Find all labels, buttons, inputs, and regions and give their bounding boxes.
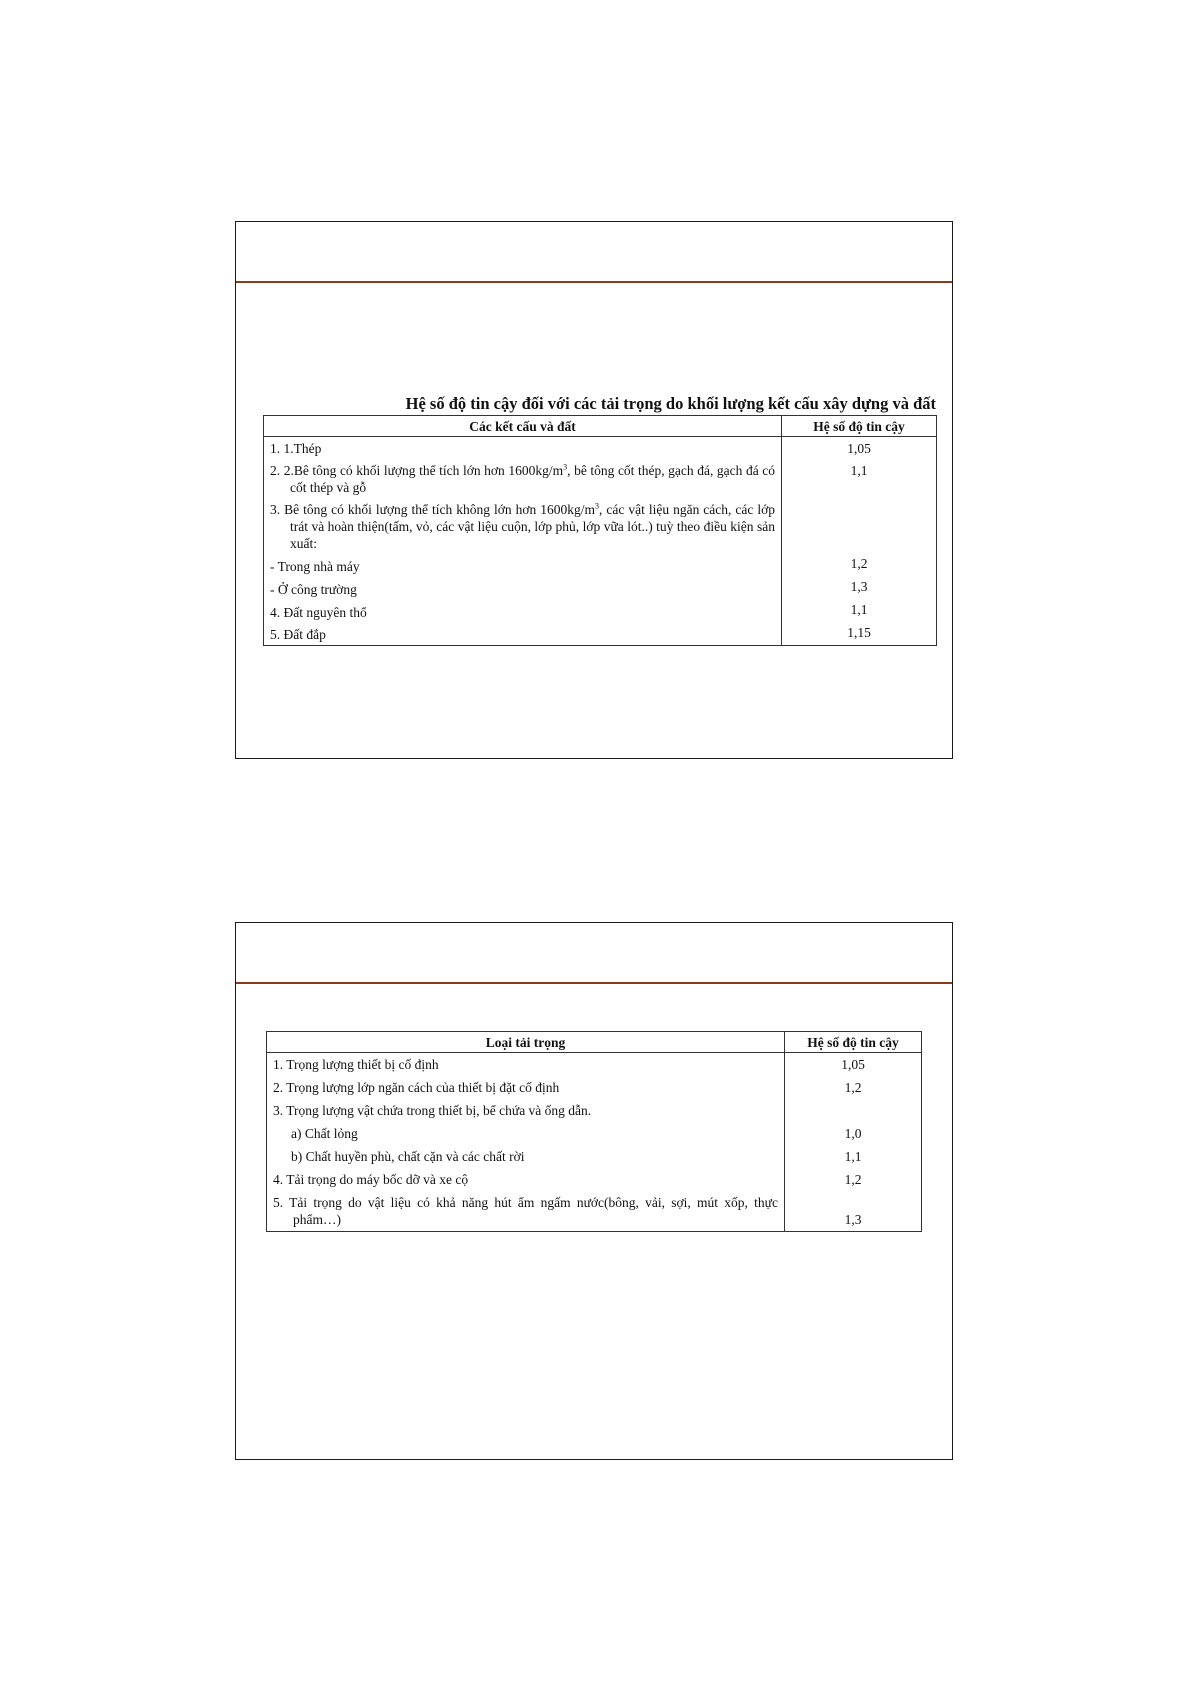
table-row	[264, 437, 937, 463]
row-label: 2. 2.Bê tông có khối lượng thể tích lớn hơn $1600kg/m^3$, bê tông cốt thép, gạch đá, gạch đá có cốt thép và gỗ	[270, 462, 776, 495]
table-row	[267, 1171, 922, 1194]
row-label: b) Chất huyền phù, chất cặn và các chất rời	[291, 1149, 525, 1164]
row-value: 1,1	[850, 602, 868, 617]
row-label: 5. Tải trọng do vật liệu có khả năng hút ẩm ngấm nước(bông, vải, sợi, mút xốp, thực phẩm…)	[273, 1195, 778, 1227]
header-structures-soil: Các kết cấu và đất	[264, 416, 782, 437]
row-value: 1,2	[850, 556, 868, 571]
header-reliability-coefficient: Hệ số độ tin cậy	[782, 416, 937, 437]
row-value: 1,3	[850, 579, 868, 594]
row-label: 1. 1.Thép	[270, 441, 322, 456]
row-label: a) Chất lỏng	[291, 1126, 358, 1141]
reliability-table-loads	[266, 1031, 922, 1232]
row-value: 1,1	[844, 1149, 862, 1164]
row-value: 1,3	[844, 1212, 862, 1227]
table-header-row	[264, 416, 937, 437]
header-load-type: Loại tải trọng	[267, 1032, 785, 1053]
row-value: 1,05	[841, 1057, 865, 1072]
row-label: 4. Đất nguyên thổ	[270, 605, 367, 620]
title-divider	[236, 281, 952, 283]
slide-2	[235, 922, 953, 1460]
table-row	[264, 462, 937, 501]
table-row	[267, 1079, 922, 1102]
table-row	[267, 1194, 922, 1232]
title-divider	[236, 982, 952, 984]
row-label: - Trong nhà máy	[270, 559, 360, 574]
table-row	[267, 1102, 922, 1125]
row-label: 3. Bê tông có khối lượng thể tích không lớn hơn $1600kg/m^3$, các vật liệu ngăn cách, các lớp trát và hoàn thiện(tấm, vỏ, các vật liệu cuộn, lớp phủ, lớp vữa lót..) tuỳ theo điều kiện sản xuất:	[270, 501, 776, 551]
row-label: 2. Trọng lượng lớp ngăn cách của thiết bị đặt cố định	[273, 1080, 560, 1095]
header-reliability-coefficient: Hệ số độ tin cậy	[785, 1032, 922, 1053]
table-caption: Hệ số độ tin cậy đối với các tải trọng do khối lượng kết cấu xây dựng và đất	[405, 394, 936, 413]
row-label: 4. Tải trọng do máy bốc dỡ và xe cộ	[273, 1172, 469, 1187]
row-label: 1. Trọng lượng thiết bị cố định	[273, 1057, 439, 1072]
row-value: 1,0	[844, 1126, 862, 1141]
row-value: 1,05	[847, 441, 871, 456]
table-row	[264, 555, 937, 578]
slide-1	[235, 221, 953, 759]
table-row	[264, 601, 937, 624]
table-row	[267, 1053, 922, 1080]
table-row	[264, 501, 937, 555]
row-label: 5. Đất đắp	[270, 627, 326, 642]
row-value: 1,1	[850, 463, 868, 478]
row-value: 1,2	[844, 1172, 862, 1187]
row-value: 1,15	[847, 625, 871, 640]
table-row	[267, 1148, 922, 1171]
table-header-row	[267, 1032, 922, 1053]
row-label: 3. Trọng lượng vật chứa trong thiết bị, bể chứa và ống dẫn.	[273, 1103, 592, 1118]
table-row	[267, 1125, 922, 1148]
reliability-table-structures	[263, 415, 937, 646]
table-row	[264, 624, 937, 646]
row-label: - Ở công trường	[270, 582, 357, 597]
row-value: 1,2	[844, 1080, 862, 1095]
table-row	[264, 578, 937, 601]
